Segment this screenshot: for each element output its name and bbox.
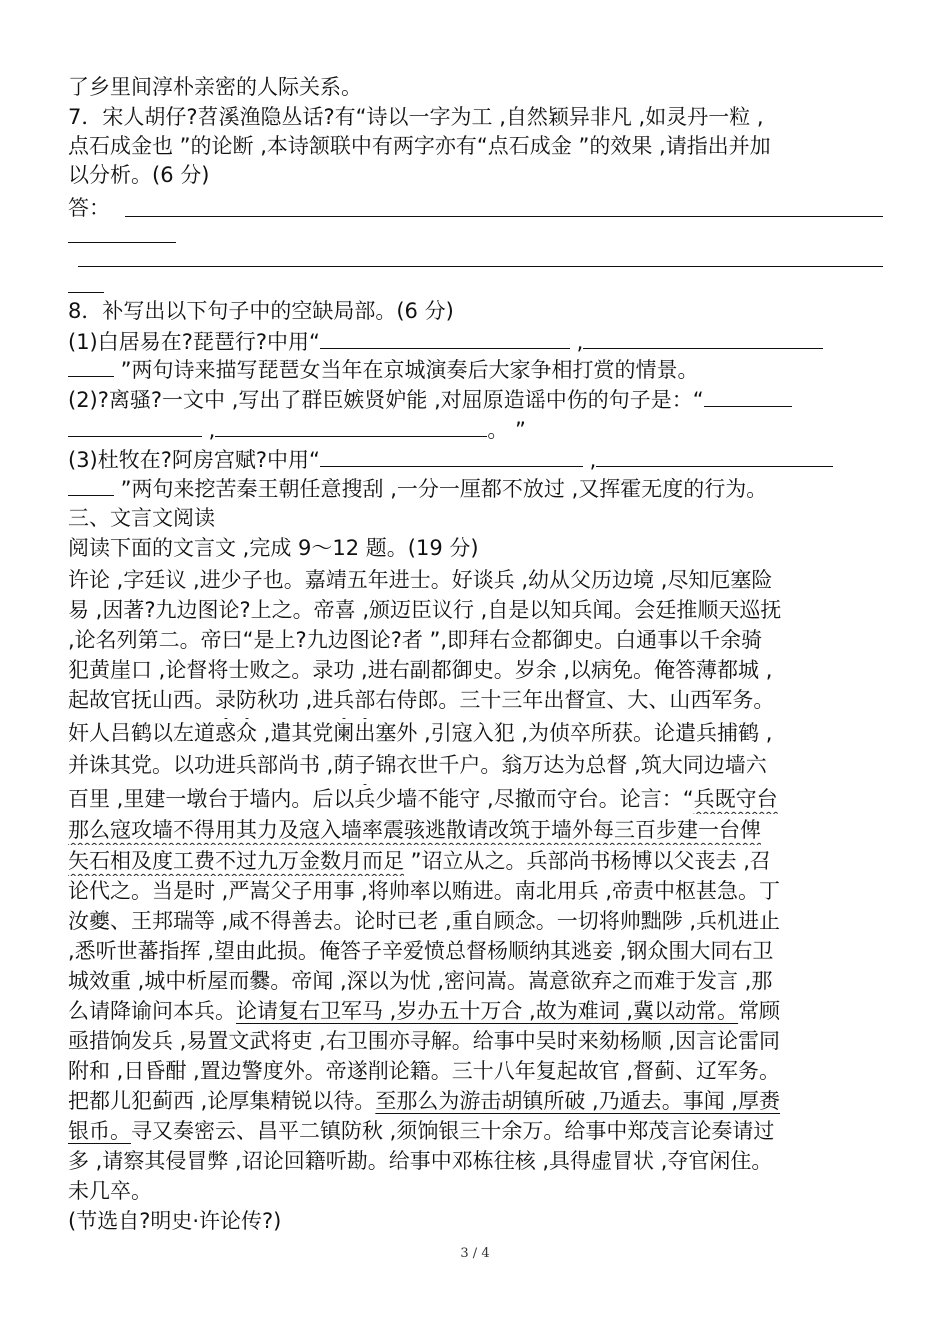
passage-text: 少墙不能守 ,尽撤而守台。论言：“ [375,787,694,811]
text-line: 点石成金也 ”的论断 ,本诗颔联中有两字亦有“点石成金 ”的效果 ,请指出并加 [68,134,771,158]
answer-blank[interactable] [68,292,104,293]
instruction-line: 阅读下面的文言文 ,完成 9～12 题。(19 分) [68,536,479,560]
passage-line: 未几卒。 [68,1179,152,1203]
source-citation: (节选自?明史·许论传?) [68,1209,282,1233]
fill-blank[interactable] [583,326,823,349]
underlined-sentence: 论请复右卫军马 ,岁办五十万合 ,故为难词 ,冀以动常。 [236,999,739,1023]
passage-line: 犯黄崖口 ,论督将士败之。录功 ,进右副都御史。岁余 ,以病免。俺答薄都城 , [68,658,773,682]
text-line: 以分析。(6 分) [68,163,210,187]
fill-blank[interactable] [68,473,114,496]
answer-blank[interactable] [68,242,176,243]
passage-line: ,论名列第二。帝曰“是上?九边图论?者 ”,即拜右佥都御史。白通事以千余骑 [68,628,763,652]
fill-text: (2)?离骚?一文中 ,写出了群臣嫉贤妒能 ,对屈原造谣中伤的句子是：“ [68,388,704,412]
fill-line-3 [68,444,883,475]
fill-text: , [569,330,584,354]
passage-line: 起故官抚山西。录防秋功 ,进兵部右侍郎。三十三年出督宣、大、山西军务。 [68,688,775,712]
passage-text: ,遣其党 [257,721,334,745]
passage-line: 许论 ,字廷议 ,进少子也。嘉靖五年进士。好谈兵 ,幼从父历边境 ,尽知厄塞险 [68,568,773,592]
question-7-line: 7．宋人胡仔?苕溪渔隐丛话?有“诗以一字为工 ,自然颖异非凡 ,如灵丹一粒 , [68,105,764,129]
fill-text: (3)杜牧在?阿房宫赋?中用“ [68,448,320,472]
passage-line [68,846,883,876]
emphasis-char: 惑 [215,721,236,745]
fill-line-3b [68,473,883,504]
passage-line [68,784,883,814]
underlined-sentence: 至那么为游击胡镇所破 ,乃遁去。事闻 ,厚赉 [375,1089,781,1113]
passage-line: 论代之。当是时 ,严嵩父子用事 ,将帅率以贿进。南北用兵 ,帝责中枢甚急。丁 [68,879,781,903]
fill-line-1 [68,326,883,357]
passage-line [68,1116,883,1146]
underlined-sentence: 银币。 [68,1119,131,1143]
passage-line: ,悉听世蕃指挥 ,望由此损。俺答子辛爱愤总督杨顺纳其逃妾 ,钢众围大同右卫 [68,939,774,963]
passage-line: 易 ,因著?九边图论?上之。帝喜 ,颁迈臣议行 ,自是以知兵闻。会廷推顺天巡抚 [68,598,782,622]
emphasis-char: 出 [354,721,376,745]
fill-line-2 [68,384,883,415]
passage-line [68,1086,883,1116]
wavy-underlined-text: 那么寇攻墙不得用其力及寇入墙率震骇逃散请改筑于墙外每三百步建一台俾 [68,818,761,842]
passage-line: 并诛其党。以功进兵部尚书 ,荫子锦衣世千户。翁万达为总督 ,筑大同边墙六 [68,753,767,777]
fill-blank[interactable] [68,354,114,377]
fill-line-2b [68,414,883,445]
passage-line: 城效重 ,城中析屋而爨。帝闻 ,深以为忧 ,密问嵩。嵩意欲弃之而难于发言 ,那 [68,969,773,993]
passage-text: 么请降谕问本兵。 [68,999,236,1023]
fill-text: , [202,418,216,442]
passage-text: 把都儿犯蓟西 ,论厚集精锐以待。 [68,1089,376,1113]
fill-blank[interactable] [215,414,487,437]
passage-text: 奸人吕鹤以左道 [68,721,215,745]
wavy-underlined-text: 兵既守台 [693,787,778,811]
passage-line [68,718,883,748]
passage-line: 汝夔、王邦瑞等 ,咸不得善去。论时已老 ,重自顾念。一切将帅黜陟 ,兵机进止 [68,909,781,933]
emphasis-char: 众 [236,721,257,745]
answer-label: 答： [68,196,110,220]
fill-text: ”两句来挖苦秦王朝任意搜刮 ,一分一厘都不放过 ,又挥霍无度的行为。 [114,477,768,501]
passage-text: 百里 ,里建一墩台于墙内。后以 [68,787,355,811]
question-8-line: 8．补写出以下句子中的空缺局部。(6 分) [68,299,454,323]
fill-blank[interactable] [596,444,833,467]
passage-line: 多 ,请察其侵冒弊 ,诏论回籍听勘。给事中邓栋往核 ,具得虚冒状 ,夺官闲住。 [68,1149,773,1173]
text-line: 了乡里间淳朴亲密的人际关系。 [68,75,362,99]
fill-blank[interactable] [320,326,570,349]
passage-text: 常顾 [738,999,781,1023]
passage-text: 塞外 ,引寇入犯 ,为侦卒所获。论遣兵捕鹤 , [375,721,773,745]
fill-blank[interactable] [704,384,792,407]
passage-line [68,815,883,845]
passage-line: 附和 ,日昏酣 ,置边警度外。帝遂削论籍。三十八年复起故官 ,督蓟、辽军务。 [68,1059,781,1083]
passage-line: 亟措饷发兵 ,易置文武将吏 ,右卫围亦寻解。给事中吴时来劾杨顺 ,因言论雷同 [68,1029,781,1053]
emphasis-char: 兵 [354,787,376,811]
fill-text: , [582,448,597,472]
section-heading: 三、文言文阅读 [68,506,215,530]
fill-blank[interactable] [68,414,202,437]
passage-text: ”诏立从之。兵部尚书杨博以父丧去 ,召 [404,849,771,873]
answer-blank[interactable] [125,216,883,217]
fill-blank[interactable] [320,444,583,467]
fill-line-1b [68,354,883,385]
fill-text: 。 ” [487,418,526,442]
answer-blank[interactable] [78,266,883,267]
passage-line [68,996,883,1026]
page-number: 3 / 4 [460,1246,490,1261]
fill-text: (1)白居易在?琵琶行?中用“ [68,330,320,354]
passage-text: 寻又奏密云、昌平二镇防秋 ,须饷银三十余万。给事中郑茂言论奏请过 [131,1119,775,1143]
wavy-underlined-text: 矢石相及度工费不过九万金数月而足 [68,849,404,873]
fill-text: ”两句诗来描写琵琶女当年在京城演奏后大家争相打赏的情景。 [114,358,699,382]
emphasis-char: 阑 [333,721,355,745]
